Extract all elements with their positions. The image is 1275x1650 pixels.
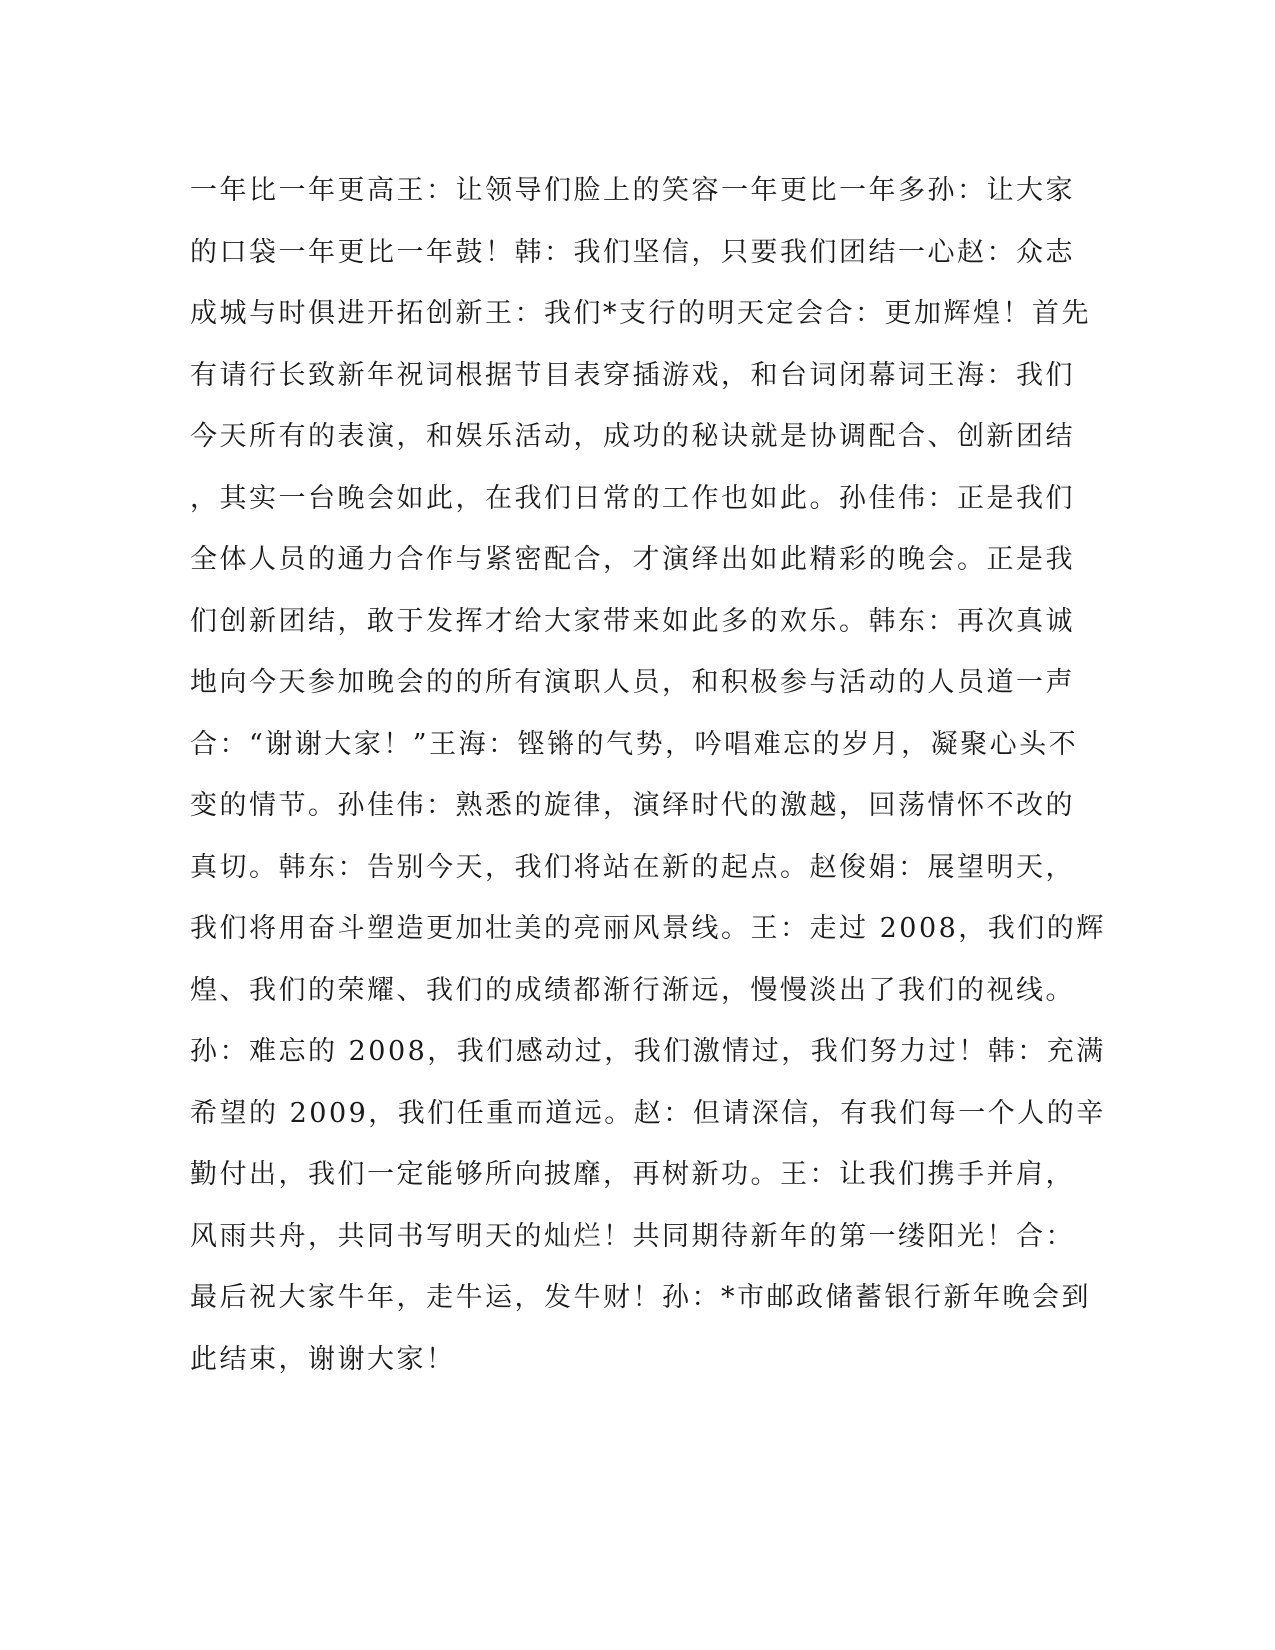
text-line: 成城与时俱进开拓创新王：我们*支行的明天定会合：更加辉煌！首先 [190,298,1091,329]
text-line: 们创新团结，敢于发挥才给大家带来如此多的欢乐。韩东：再次真诚 [190,605,1075,637]
text-line: 煌、我们的荣耀、我们的成绩都渐行渐远，慢慢淡出了我们的视线。 [190,974,1075,1006]
text-line: 全体人员的通力合作与紧密配合，才演绎出如此精彩的晚会。正是我 [190,544,1075,575]
text-line: 合：“谢谢大家！”王海：铿锵的气势，吟唱难忘的岁月，凝聚心头不 [190,728,1079,760]
text-line: 一年比一年更高王：让领导们脸上的笑容一年更比一年多孙：让大家 [190,175,1075,206]
text-line: 有请行长致新年祝词根据节目表穿插游戏，和台词闭幕词王海：我们 [190,359,1075,391]
text-line: 风雨共舟，共同书写明天的灿烂！共同期待新年的第一缕阳光！合： [190,1220,1075,1252]
text-line: 今天所有的表演，和娱乐活动，成功的秘诀就是协调配合、创新团结 [190,421,1075,452]
text-line: 勤付出，我们一定能够所向披靡，再树新功。王：让我们携手并肩， [190,1159,1075,1190]
text-line: 孙：难忘的 2008，我们感动过，我们激情过，我们努力过！韩：充满 [190,1036,1106,1067]
text-line: ，其实一台晚会如此，在我们日常的工作也如此。孙佳伟：正是我们 [190,482,1075,514]
text-line: 的口袋一年更比一年鼓！韩：我们坚信，只要我们团结一心赵：众志 [190,236,1075,268]
text-line: 变的情节。孙佳伟：熟悉的旋律，演绎时代的激越，回荡情怀不改的 [190,790,1075,821]
text-line: 我们将用奋斗塑造更加壮美的亮丽风景线。王：走过 2008，我们的辉 [190,913,1106,944]
text-line: 地向今天参加晚会的的所有演职人员，和积极参与活动的人员道一声 [190,667,1075,698]
text-line: 希望的 2009，我们任重而道远。赵：但请深信，有我们每一个人的辛 [190,1097,1106,1129]
body-text [190,160,1106,1390]
text-line: 最后祝大家牛年，走牛运，发牛财！孙：*市邮政储蓄银行新年晚会到 [190,1282,1091,1313]
text-line: 此结束，谢谢大家！ [190,1343,456,1375]
text-line: 真切。韩东：告别今天，我们将站在新的起点。赵俊娟：展望明天， [190,851,1075,883]
